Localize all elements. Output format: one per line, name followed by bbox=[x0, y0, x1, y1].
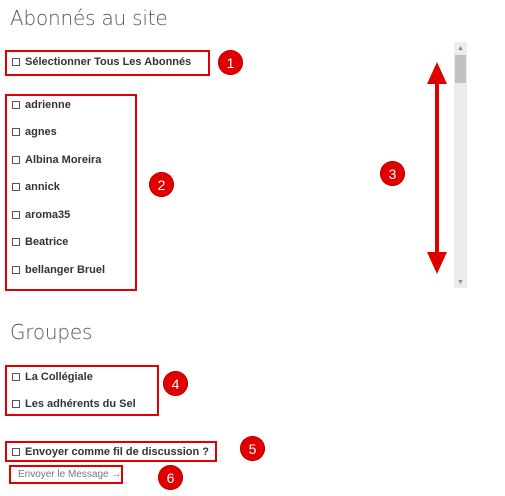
subscriber-list-scrollbar[interactable] bbox=[454, 42, 467, 288]
select-all-checkbox-row[interactable] bbox=[12, 56, 191, 68]
subscriber-item[interactable] bbox=[12, 264, 105, 276]
send-as-thread-label: Envoyer comme fil de discussion ? bbox=[25, 446, 209, 458]
send-as-thread-checkbox[interactable] bbox=[12, 448, 20, 456]
subscriber-name: annick bbox=[25, 181, 60, 193]
group-checkbox[interactable] bbox=[12, 400, 20, 408]
subscriber-item[interactable] bbox=[12, 154, 101, 166]
send-message-button[interactable]: Envoyer le Message → bbox=[18, 469, 122, 480]
subscriber-item[interactable] bbox=[12, 209, 70, 221]
subscriber-name: aroma35 bbox=[25, 209, 71, 221]
scroll-direction-arrow-icon bbox=[425, 62, 453, 274]
subscriber-name: bellanger Bruel bbox=[25, 264, 106, 276]
subscriber-checkbox[interactable] bbox=[12, 238, 20, 246]
subscriber-item[interactable] bbox=[12, 181, 60, 193]
callout-badge-4: 4 bbox=[163, 371, 188, 396]
subscriber-name: adrienne bbox=[25, 99, 71, 111]
group-item[interactable] bbox=[12, 371, 93, 383]
callout-badge-1: 1 bbox=[218, 50, 243, 75]
group-name: Les adhérents du Sel bbox=[25, 398, 136, 410]
select-all-label: Sélectionner Tous Les Abonnés bbox=[25, 56, 192, 68]
subscriber-item[interactable] bbox=[12, 99, 71, 111]
group-checkbox[interactable] bbox=[12, 373, 20, 381]
group-name: La Collégiale bbox=[25, 371, 93, 383]
subscriber-checkbox[interactable] bbox=[12, 101, 20, 109]
subscriber-checkbox[interactable] bbox=[12, 156, 20, 164]
groups-heading: Groupes bbox=[10, 320, 93, 344]
callout-badge-6: 6 bbox=[158, 465, 183, 490]
group-item[interactable] bbox=[12, 398, 136, 410]
subscriber-checkbox[interactable] bbox=[12, 211, 20, 219]
select-all-checkbox[interactable] bbox=[12, 58, 20, 66]
subscribers-heading: Abonnés au site bbox=[10, 6, 168, 30]
subscriber-checkbox[interactable] bbox=[12, 266, 20, 274]
subscriber-name: Beatrice bbox=[25, 236, 69, 248]
scroll-down-icon[interactable]: ▼ bbox=[457, 278, 464, 286]
scrollbar-thumb[interactable] bbox=[455, 55, 466, 83]
subscriber-name: Albina Moreira bbox=[25, 154, 102, 166]
send-as-thread-row[interactable] bbox=[12, 446, 209, 458]
subscriber-checkbox[interactable] bbox=[12, 128, 20, 136]
callout-badge-5: 5 bbox=[240, 436, 265, 461]
subscriber-item[interactable] bbox=[12, 236, 68, 248]
callout-badge-3: 3 bbox=[380, 161, 405, 186]
subscriber-name: agnes bbox=[25, 126, 57, 138]
callout-badge-2: 2 bbox=[149, 172, 174, 197]
subscriber-item[interactable] bbox=[12, 126, 57, 138]
subscriber-checkbox[interactable] bbox=[12, 183, 20, 191]
scroll-up-icon[interactable]: ▲ bbox=[457, 44, 464, 52]
